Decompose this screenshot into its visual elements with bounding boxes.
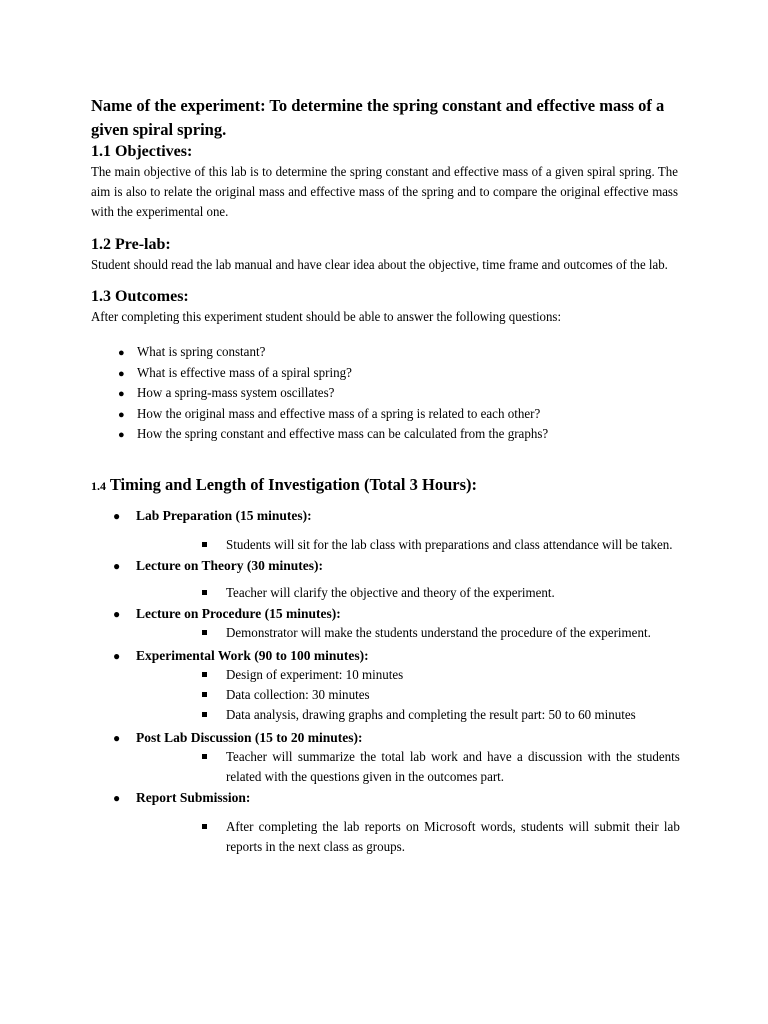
outcomes-heading: 1.3 Outcomes: [91, 288, 189, 305]
timing-sub-item: Design of experiment: 10 minutes [91, 666, 678, 686]
square-bullet-icon [202, 630, 207, 635]
timing-sub-item: Students will sit for the lab class with preparations and class attendance will be taken. [91, 536, 678, 556]
square-bullet-icon [202, 672, 207, 677]
timing-item-lecture-theory: ● Lecture on Theory (30 minutes): [91, 556, 678, 576]
timing-section-number: 1.4 [91, 478, 106, 493]
list-item: ● How the spring constant and effective mass can be calculated from the graphs? [91, 425, 678, 446]
bullet-icon: ● [113, 508, 121, 523]
prelab-text: Student should read the lab manual and have clear idea about the objective, time frame and outcomes of the lab. [91, 258, 668, 273]
timing-sub-item: Demonstrator will make the students understand the procedure of the experiment. [91, 624, 678, 644]
outcomes-question-list [91, 343, 678, 446]
bullet-icon: ● [113, 558, 121, 573]
timing-item-experimental-work: ● Experimental Work (90 to 100 minutes): [91, 646, 678, 666]
square-bullet-icon [202, 542, 207, 547]
bullet-icon: ● [113, 790, 121, 805]
bullet-icon: ● [113, 730, 121, 745]
list-item: ● How the original mass and effective mass of a spring is related to each other? [91, 405, 678, 426]
timing-sub-item: Data collection: 30 minutes [91, 686, 678, 706]
list-item: ● What is spring constant? [91, 343, 678, 364]
timing-sub-item: Teacher will clarify the objective and theory of the experiment. [91, 584, 678, 604]
bullet-icon: ● [118, 429, 125, 441]
timing-item-post-lab-discussion: ● Post Lab Discussion (15 to 20 minutes): [91, 728, 678, 748]
bullet-icon: ● [113, 606, 121, 621]
document-page [91, 94, 678, 858]
list-item: ● How a spring-mass system oscillates? [91, 384, 678, 405]
timing-sub-item: Data analysis, drawing graphs and completing the result part: 50 to 60 minutes [91, 706, 678, 726]
list-item: ● What is effective mass of a spiral spring? [91, 364, 678, 385]
bullet-icon: ● [118, 367, 125, 380]
square-bullet-icon [202, 754, 207, 759]
square-bullet-icon [202, 824, 207, 829]
timing-item-report-submission: ● Report Submission: [91, 788, 678, 808]
objectives-heading: 1.1 Objectives: [91, 143, 193, 160]
prelab-heading: 1.2 Pre-lab: [91, 236, 171, 253]
timing-heading [91, 474, 678, 497]
timing-heading-text: Timing and Length of Investigation (Total 3 Hours): [109, 474, 478, 494]
timing-item-lab-preparation: ● Lab Preparation (15 minutes): [91, 506, 678, 526]
outcomes-intro: After completing this experiment student should be able to answer the following questions: [91, 310, 562, 325]
square-bullet-icon [202, 692, 207, 697]
bullet-icon: ● [118, 388, 125, 400]
timing-item-lecture-procedure: ● Lecture on Procedure (15 minutes): [91, 604, 678, 624]
square-bullet-icon [202, 590, 207, 595]
bullet-icon: ● [118, 347, 125, 359]
timing-sub-item: After completing the lab reports on Microsoft words, students will submit their lab reports in the next class as groups. [91, 818, 678, 858]
timing-sub-item: Teacher will summarize the total lab work and have a discussion with the students related with the questions given in the outcomes part. [91, 748, 678, 788]
objectives-text: The main objective of this lab is to determine the spring constant and effective mass of a given spiral spring. The aim is also to relate the original mass and effective mass of the spring and to compare the original effective mass with the experimental one. [91, 165, 678, 220]
square-bullet-icon [202, 712, 207, 717]
bullet-icon: ● [113, 648, 121, 663]
experiment-title: Name of the experiment: To determine the spring constant and effective mass of a given spiral spring. [91, 96, 665, 139]
bullet-icon: ● [118, 408, 125, 421]
